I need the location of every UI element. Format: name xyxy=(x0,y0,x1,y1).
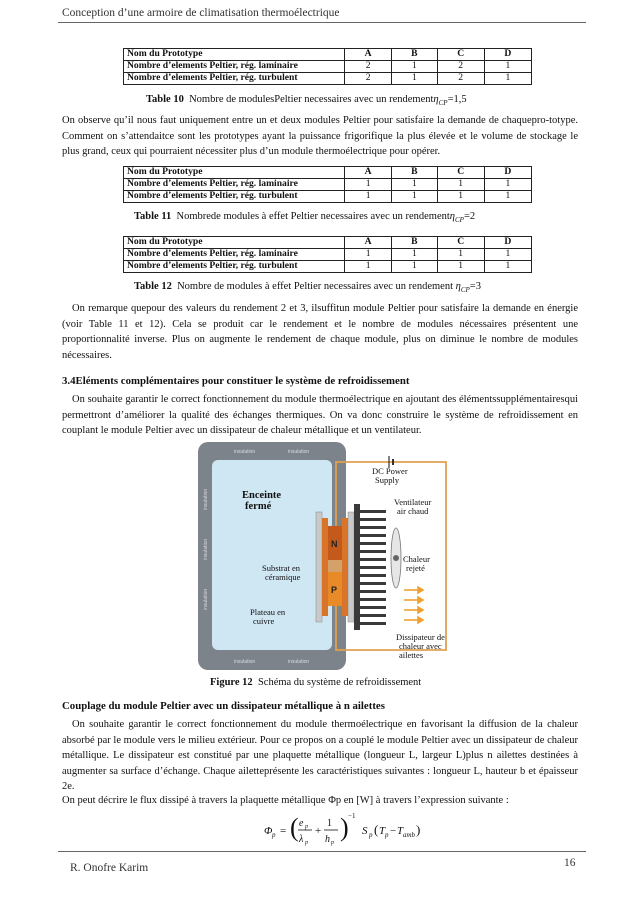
heat-sink-label: Dissipateur de chaleur avec ailettes xyxy=(396,632,445,660)
junction xyxy=(328,560,342,572)
formula-lhs: Φ xyxy=(264,825,273,837)
svg-text:p: p xyxy=(385,831,389,839)
svg-text:=: = xyxy=(280,825,287,837)
figure-12-caption: Figure 12 Schéma du système de refroidissement xyxy=(210,677,422,688)
svg-text:p: p xyxy=(305,840,308,846)
table-10-caption: Table 10 Nombre de modulesPeltier necessaires avec un rendementη$_{CP}$=1,5 xyxy=(146,94,467,108)
table-10 xyxy=(123,48,532,85)
svg-text:p: p xyxy=(272,831,276,839)
svg-text:+: + xyxy=(315,825,322,837)
n-label: N xyxy=(331,539,338,549)
table-row: Nombre d’elements Peltier, rég. turbulent 1 1 1 1 xyxy=(124,191,532,203)
table-header-row: Nom du Prototype A B C D xyxy=(124,49,532,61)
insulation-label: insulation xyxy=(203,588,209,610)
svg-text:−1: −1 xyxy=(348,812,356,820)
svg-text:λ: λ xyxy=(299,834,304,845)
insulation-label: insulation xyxy=(203,488,209,510)
running-header: Conception d’une armoire de climatisation thermoélectrique xyxy=(62,7,340,19)
heat-arrows xyxy=(404,587,423,623)
svg-text:S: S xyxy=(362,825,368,837)
table-row: Nombre d’elements Peltier, rég. turbulent 2 1 2 1 xyxy=(124,73,532,85)
insulation-label: insulation xyxy=(288,659,310,665)
cooling-system-diagram xyxy=(196,440,456,672)
table-row: Nombre d’elements Peltier, rég. laminaire 1 1 1 1 xyxy=(124,179,532,191)
svg-text:T: T xyxy=(379,825,386,837)
power-supply-label: DC Power Supply xyxy=(372,466,408,485)
paragraph-1: On observe qu’il nous faut uniquement entre un et deux modules Peltier pour satisfaire la demande de chaquepro-totype. Comment on s’attendaitce sont les prototypes ayant la puissance frigorifique la plus élevée et le volume de stockage le plus grand, ceux qui pourraient nécessiter plus d’un module thermoélectrique pour opérer. xyxy=(62,115,578,157)
table-header-row: Nom du Prototype A B C D xyxy=(124,167,532,179)
heat-sink-base xyxy=(354,504,360,630)
enclosure-label: Enceinte fermé xyxy=(242,490,282,513)
insulation-label: insulation xyxy=(203,538,209,560)
footer-author: R. Onofre Karim xyxy=(70,862,149,874)
insulation-label: insulation xyxy=(234,449,256,455)
svg-text:): ) xyxy=(416,822,421,837)
table-header-row: Nom du Prototype A B C D xyxy=(124,237,532,249)
paragraph-5: On peut décrire le flux dissipé à travers la plaquette métallique Φp en [W] à travers l’expression suivante : xyxy=(62,795,509,806)
header-rule xyxy=(58,22,586,23)
svg-text:−: − xyxy=(390,825,397,837)
paragraph-2: On remarque quepour des valeurs du rendement 2 et 3, ilsuffitun module Peltier pour satisfaire la demande en énergie (voir Table 11 et 12). Cela se produit car le rendement et le nombre de modules nécessaires présentent une proportionnalité inverse. Plus on augmente le rendement de chaque module, plus on diminue le nombre de modules nécessaires. xyxy=(62,303,578,361)
svg-text:p: p xyxy=(331,840,334,846)
svg-text:1: 1 xyxy=(327,818,332,829)
table-11-caption: Table 11 Nombrede modules à effet Peltier necessaires avec un rendementη$_{CP}$=2 xyxy=(134,211,476,225)
svg-text:(: ( xyxy=(374,822,379,837)
table-12-caption: Table 12 Nombre de modules à effet Peltier necessaires avec un rendement $\eta_{CP}=3$ xyxy=(134,281,481,295)
svg-text:): ) xyxy=(340,813,349,842)
copper-plate-hot xyxy=(342,518,348,616)
table-row: Nombre d’elements Peltier, rég. turbulent 1 1 1 1 xyxy=(124,261,532,273)
copper-plate-cold xyxy=(322,518,328,616)
heat-sink-fins xyxy=(360,510,386,625)
ceramic-substrate-hot xyxy=(348,512,354,622)
subsection-heading: Couplage du module Peltier avec un dissipateur métallique à n ailettes xyxy=(62,700,385,712)
ceramic-substrate-cold xyxy=(316,512,322,622)
p-label: P xyxy=(331,585,338,595)
heat-label: Chaleur rejeté xyxy=(403,554,430,573)
table-11 xyxy=(123,166,532,203)
flux-formula xyxy=(262,810,422,850)
section-heading: 3.4Eléments complémentaires pour constituer le système de refroidissement xyxy=(62,375,410,387)
paragraph-3: On souhaite garantir le correct fonctionnement du module thermoélectrique en ajoutant des élémentssupplémentairesqui permettront d’améliorer la qualité des échanges thermiques. On va donc construire le système de refroidissement en couplant le module Peltier avec un dissipateur de chaleur métallique et un ventilateur. xyxy=(62,394,578,436)
fan-hub xyxy=(393,555,399,561)
table-row: Nombre d’elements Peltier, rég. laminaire 2 1 2 1 xyxy=(124,61,532,73)
footer-rule xyxy=(58,851,586,852)
page-number: 16 xyxy=(564,857,576,869)
svg-text:e: e xyxy=(299,818,304,829)
svg-text:(: ( xyxy=(290,813,299,842)
table-12 xyxy=(123,236,532,273)
svg-text:p: p xyxy=(369,831,373,839)
insulation-label: insulation xyxy=(234,659,256,665)
fan-label: Ventilateur air chaud xyxy=(394,497,432,516)
table-row: Nombre d’elements Peltier, rég. laminaire 1 1 1 1 xyxy=(124,249,532,261)
insulation-label: insulation xyxy=(288,449,310,455)
paragraph-4: On souhaite garantir le correct fonctionnement du module thermoélectrique en favorisant la diffusion de la chaleur absorbé par le module vers le milieu extérieur. Pour ce propos on a couplé le module Peltier avec un dissipateur de chaleur métallique. Le dissipateur est constitué par une plaquette métallique (longueur L, largeur L)plus n ailettes destinées à augmenter sa surface d’échange. Chaque ailetteprésente les caractéristiques suivantes : longueur L, hauteur b et épaisseur 2e. xyxy=(62,719,578,792)
substrate-label: Substrat en céramique xyxy=(262,563,301,582)
plate-label: Plateau en cuivre xyxy=(250,607,286,626)
svg-text:h: h xyxy=(325,834,330,845)
svg-text:p: p xyxy=(305,824,308,830)
svg-text:T: T xyxy=(397,825,404,837)
svg-text:amb: amb xyxy=(403,831,416,839)
